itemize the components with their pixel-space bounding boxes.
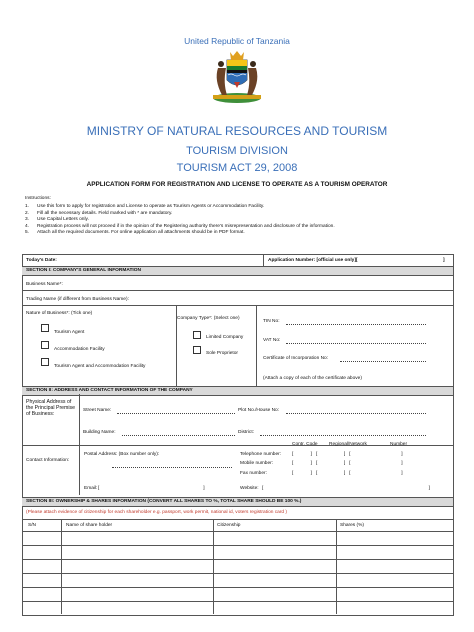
company-type-option: Limited Company (206, 335, 244, 340)
table-row[interactable] (22, 559, 453, 560)
instruction-number: 5. (25, 230, 30, 236)
company-limited-checkbox[interactable] (193, 331, 201, 339)
trading-name-label: Trading Name (if different from Business Name): (26, 297, 129, 302)
todays-date-label: Today's Date: (26, 258, 57, 263)
nature-option-label: Accommodation Facility (54, 347, 105, 352)
fax-label: Fax number: (240, 471, 267, 476)
instruction-number: 3. (25, 217, 30, 223)
instruction-item (25, 217, 465, 224)
website-field[interactable]: [ ] (262, 486, 430, 491)
column-shares-percent: Shares (%) (340, 523, 364, 528)
street-name-field[interactable] (117, 413, 235, 414)
email-label: Email: (84, 486, 98, 491)
divider (213, 519, 214, 614)
nature-tourism-agent-checkbox[interactable] (41, 324, 49, 332)
coat-of-arms-emblem (208, 48, 266, 106)
shareholder-table (22, 531, 453, 614)
trading-name-field[interactable] (150, 293, 450, 303)
ministry-title: MINISTRY OF NATURAL RESOURCES AND TOURISM (86, 124, 388, 138)
todays-date-field[interactable] (70, 255, 260, 265)
company-type-label: Company Type*: (Select one) (177, 316, 240, 321)
citizenship-evidence-note: (Please attach evidence of citizenship for each shareholder e.g. passport, work permit, national id, voters registration card ) (26, 510, 288, 515)
postal-address-label: Postal Address: (Box number only): (84, 452, 160, 457)
tin-label: TIN No: (263, 319, 280, 324)
instruction-item (25, 211, 465, 218)
nature-option-label: Tourism Agent (54, 330, 85, 335)
divider (79, 394, 80, 445)
divider (61, 519, 62, 614)
divider (79, 445, 80, 495)
plot-number-field[interactable] (286, 413, 426, 414)
section2-title: SECTION II: ADDRESS AND CONTACT INFORMATION OF THE COMPANY (26, 388, 193, 393)
business-name-field[interactable] (70, 278, 450, 288)
act-title: TOURISM ACT 29, 2008 (176, 162, 298, 174)
vat-label: VAT No: (263, 338, 281, 343)
instruction-number: 4. (25, 223, 30, 229)
section1-title: SECTION I: COMPANY'S GENERAL INFORMATION (26, 268, 141, 273)
instruction-number: 2. (25, 210, 30, 216)
divider (22, 445, 453, 446)
vat-field[interactable] (286, 343, 426, 344)
instruction-text: Fill all the necessary details. Field marked with * are mandatory. (37, 210, 173, 216)
instruction-number: 1. (25, 204, 30, 209)
application-number-label: Application Number: [official use only][ (268, 258, 358, 263)
application-number-close: ] (443, 258, 445, 263)
column-contr-code: Contr. Code (292, 442, 318, 447)
nature-both-checkbox[interactable] (41, 358, 49, 366)
instructions-list (25, 204, 465, 237)
column-citizenship: Citizenship (217, 523, 241, 528)
telephone-field[interactable]: [ ] [ ] [ ] (292, 452, 403, 457)
email-field[interactable]: [ ] (98, 486, 205, 491)
divider (263, 254, 264, 266)
table-row[interactable] (22, 573, 453, 574)
section3-title (26, 499, 301, 504)
physical-address-label: Physical Address of the Principal Premise of Business: (26, 399, 76, 417)
country-name: United Republic of Tanzania (184, 36, 290, 46)
divider (22, 519, 453, 520)
street-name-label: Street Name: (83, 408, 112, 413)
column-sn: S/N (28, 523, 36, 528)
divider (22, 290, 453, 291)
instruction-text: Attach all the required documents. For online application all attachments should be in PDF format. (37, 230, 245, 236)
mobile-label: Mobile number: (240, 461, 274, 466)
instruction-text: Use this form to apply for registration and License to operate as Tourism Agents or Accommodation Facility. (37, 204, 265, 209)
instruction-item (25, 204, 465, 211)
column-shareholder-name: Name of share holder (66, 523, 113, 528)
instruction-item (25, 230, 465, 237)
column-regional-network: Regional/Network (329, 442, 367, 447)
certificate-label: Certificate of Incorporation No: (263, 356, 329, 361)
business-name-label: Business Name*: (26, 282, 63, 287)
division-title: TOURISM DIVISION (186, 145, 288, 157)
district-label: District: (238, 430, 254, 435)
instruction-text: Use Capital Letters only. (37, 217, 89, 223)
form-title: APPLICATION FORM FOR REGISTRATION AND LICENSE TO OPERATE AS A TOURISM OPERATOR (86, 181, 388, 188)
divider (336, 519, 337, 614)
certificate-field[interactable] (340, 361, 426, 362)
district-field[interactable] (260, 435, 426, 436)
attach-certificate-note: (Attach a copy of each of the certificate above) (263, 376, 362, 381)
telephone-label: Telephone number: (240, 452, 282, 457)
building-name-field[interactable] (122, 435, 235, 436)
table-row[interactable] (22, 587, 453, 588)
fax-field[interactable]: [ ] [ ] [ ] (292, 471, 403, 476)
nature-accommodation-checkbox[interactable] (41, 341, 49, 349)
nature-option-label: Tourism Agent and Accommodation Facility (54, 364, 146, 369)
contact-information-label: Contact Information: (26, 458, 70, 463)
company-type-option: Sole Proprietor (206, 351, 238, 356)
instructions-heading: Instructions: (25, 196, 51, 201)
plot-number-label: Plot No./House No: (238, 408, 280, 413)
column-number: Number (390, 442, 408, 447)
company-sole-proprietor-checkbox[interactable] (193, 346, 201, 354)
instruction-text: Registration process will not proceed if in the opinion of the Registering authority there's misrepresentation and disclosure of the information. (37, 223, 335, 229)
postal-address-field[interactable] (112, 467, 232, 468)
website-label: Website: (240, 486, 259, 491)
divider (256, 305, 257, 386)
section3-title-text: SECTION III: OWNERSHIP & SHARES INFORMATION (26, 499, 147, 504)
table-row[interactable] (22, 601, 453, 602)
nature-of-business-label: Nature of Business*: (Tick one) (26, 311, 93, 316)
section3-title-note: (CONVERT ALL SHARES TO %, TOTAL SHARE SHOULD BE 100 %.) (147, 499, 302, 504)
building-name-label: Building Name: (83, 430, 116, 435)
tin-field[interactable] (286, 324, 426, 325)
mobile-field[interactable]: [ ] [ ] [ ] (292, 461, 403, 466)
table-row[interactable] (22, 545, 453, 546)
divider (22, 305, 453, 306)
